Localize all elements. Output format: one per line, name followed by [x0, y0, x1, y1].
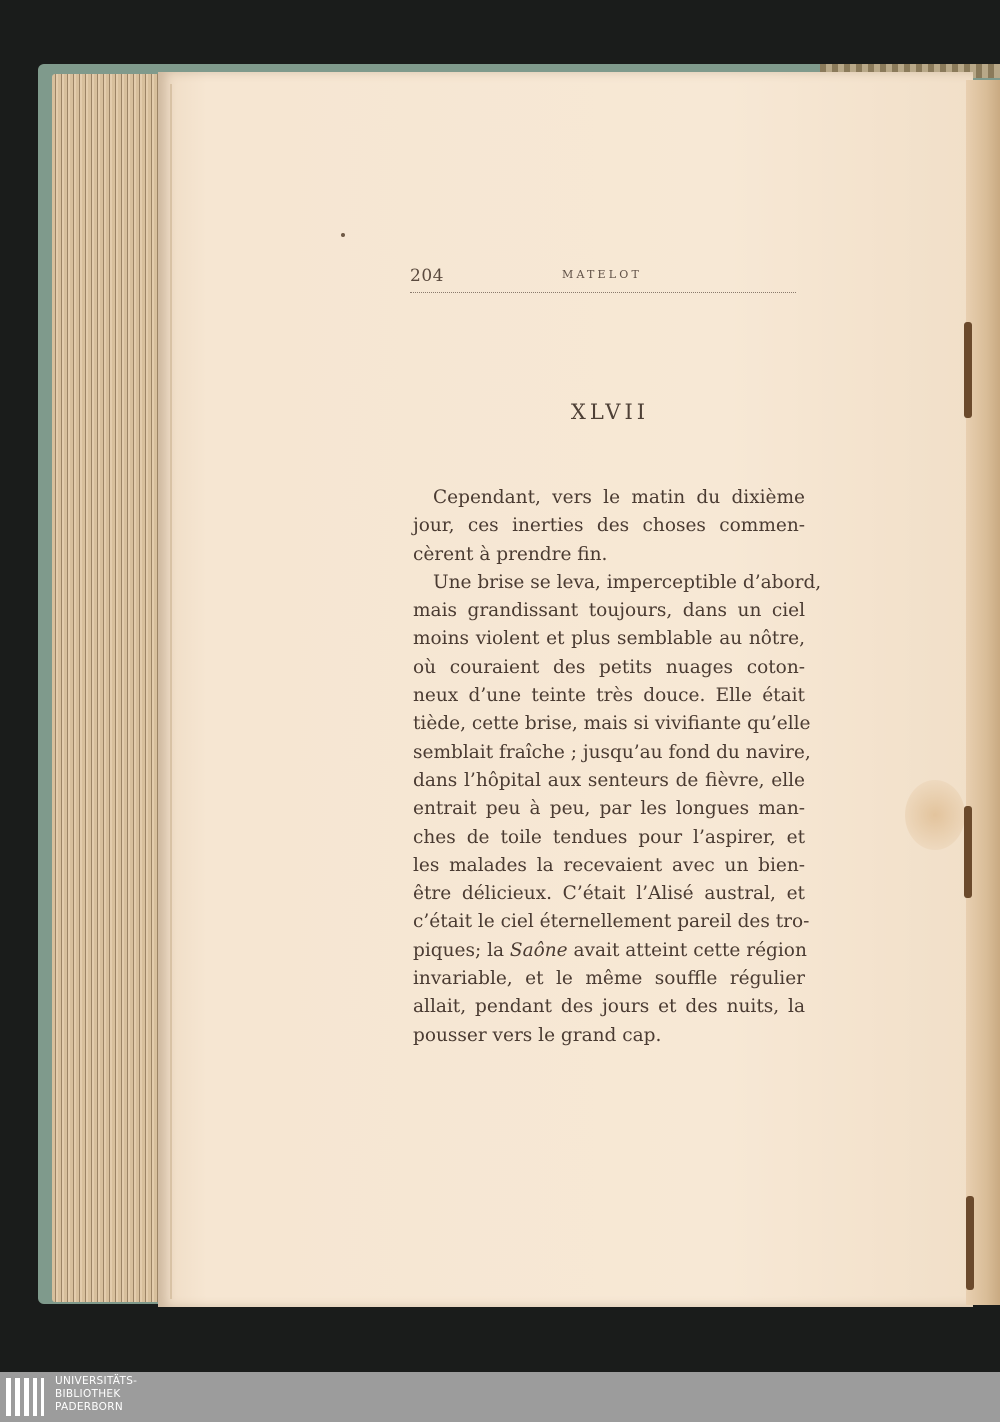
facing-page-edge [966, 80, 1000, 1305]
binding-clip [964, 806, 972, 898]
text-line [413, 937, 805, 965]
text-line: jour, ces inerties des choses commen- [413, 515, 805, 537]
text-line: semblait fraîche ; jusqu’au fond du navire, [413, 741, 811, 763]
text-line: mais grandissant toujours, dans un ciel [413, 600, 805, 622]
text-line: neux d’une teinte très douce. Elle était [413, 685, 805, 707]
text-line: moins violent et plus semblable au nôtre, [413, 628, 805, 650]
text-line: pousser vers le grand cap. [413, 1024, 662, 1046]
logo-line: BIBLIOTHEK [55, 1388, 121, 1400]
page-number: 204 [410, 266, 444, 286]
logo-line: PADERBORN [55, 1401, 123, 1413]
ship-name-italic: Saône [509, 939, 568, 961]
text-line: dans l’hôpital aux senteurs de fièvre, elle [413, 769, 805, 791]
text-line-rest: avait atteint cette région [573, 939, 807, 961]
text-line: tiède, cette brise, mais si vivifiante qu’elle [413, 713, 811, 735]
text-line: où couraient des petits nuages coton- [413, 656, 805, 678]
library-logo-icon [6, 1378, 50, 1416]
text-line: être délicieux. C’était l’Alisé austral, et [413, 883, 805, 905]
library-footer [0, 1372, 1000, 1422]
text-line-prefix: piques; la [413, 939, 510, 961]
page-header [410, 264, 796, 296]
library-logo-text [55, 1375, 137, 1414]
text-line: ches de toile tendues pour l’aspirer, et [413, 826, 805, 848]
text-line: les malades la recevaient avec un bien- [413, 854, 805, 876]
logo-line: UNIVERSITÄTS- [55, 1375, 138, 1387]
chapter-number: XLVII [570, 400, 650, 424]
binding-clip [966, 1196, 974, 1290]
text-line: invariable, et le même souffle régulier [413, 968, 805, 990]
running-head: MATELOT [562, 268, 643, 281]
text-line: cèrent à prendre fin. [413, 543, 608, 565]
text-line: Une brise se leva, imperceptible d’abord, [433, 571, 822, 593]
gutter-line [170, 84, 172, 1299]
body-text [413, 484, 822, 1050]
paper-stain [905, 780, 965, 850]
text-line: c’était le ciel éternellement pareil des tro- [413, 911, 810, 933]
paper-speck [341, 233, 345, 237]
binding-clip [964, 322, 972, 418]
header-rule [410, 292, 796, 293]
text-line: entrait peu à peu, par les longues man- [413, 798, 805, 820]
text-line: Cependant, vers le matin du dixième [433, 487, 805, 508]
text-line: allait, pendant des jours et des nuits, la [413, 996, 805, 1018]
